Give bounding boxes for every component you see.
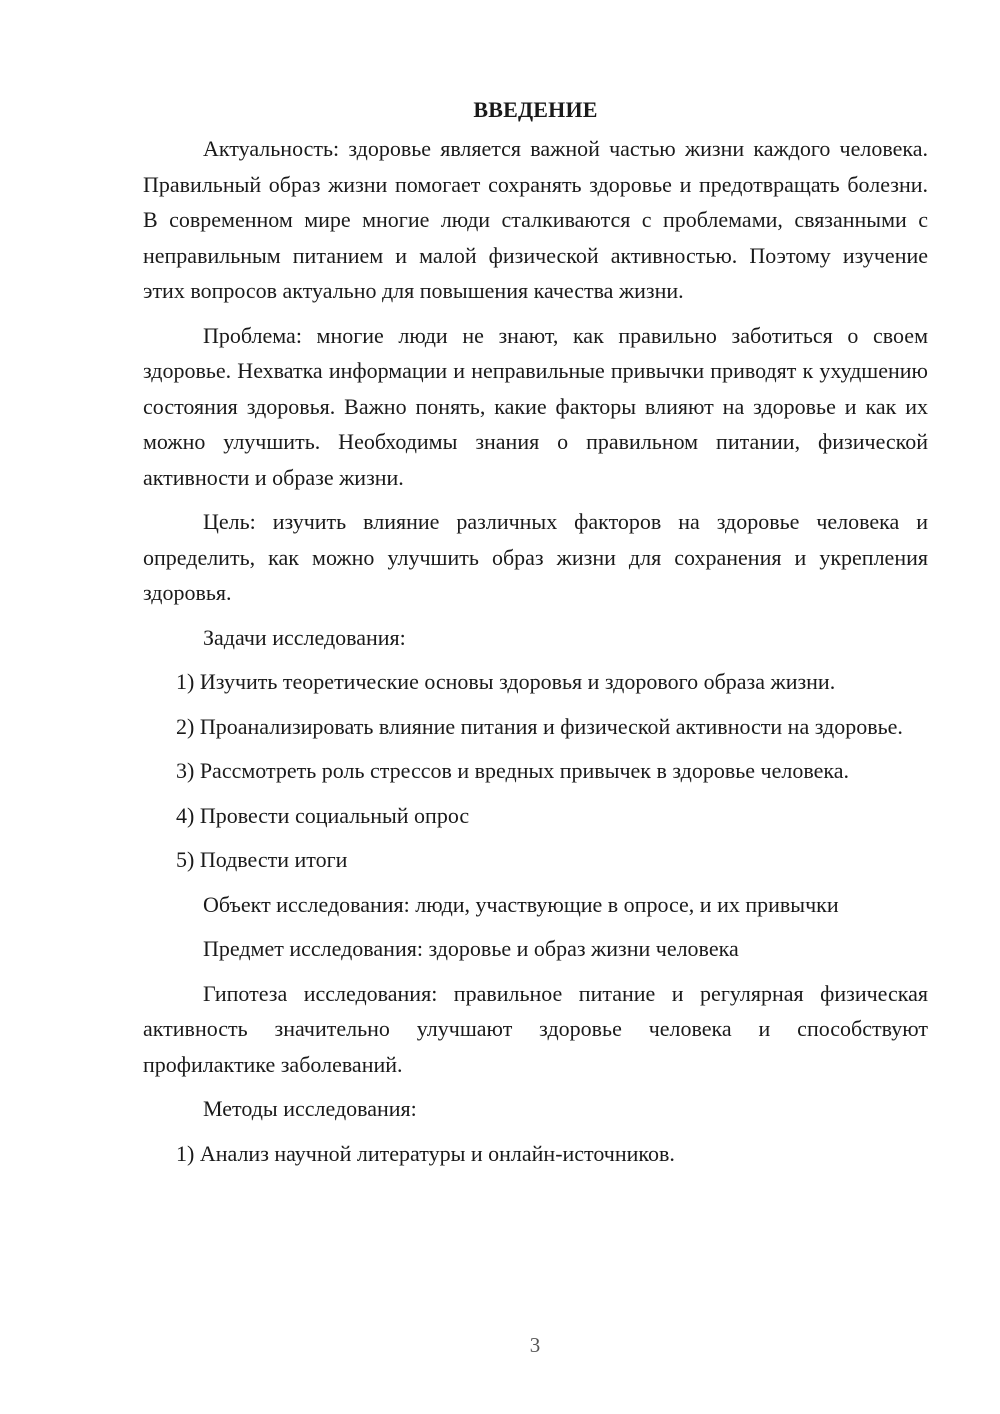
methods-heading: Методы исследования: — [203, 1096, 417, 1121]
object-paragraph: Объект исследования: люди, участвующие в опросе, и их привычки — [203, 891, 839, 917]
task-item-1: 1) Изучить теоретические основы здоровья и здорового образа жизни. — [176, 669, 836, 694]
task-item-4: 4) Провести социальный опрос — [176, 802, 470, 828]
goal-paragraph: Цель: изучить влияние различных факторов на здоровье человека и определить, как можно улучшить образ жизни для сохранения и укрепления здоровья. — [143, 509, 928, 605]
task-item-3: 3) Рассмотреть роль стрессов и вредных привычек в здоровье человека. — [176, 758, 850, 783]
hypothesis-paragraph: Гипотеза исследования: правильное питание и регулярная физическая активность значительно улучшают здоровье человека и способствуют профилактике заболеваний. — [143, 980, 928, 1077]
problem-paragraph: Проблема: многие люди не знают, как правильно заботиться о своем здоровье. Нехватка информации и неправильные привычки приводят к ухудшению состояния здоровья. Важно понять, какие факторы влияют на здоровье и как их можно улучшить. Необходимы знания о правильном питании, физической активности и образе жизни. — [143, 322, 928, 490]
page-content — [143, 92, 928, 1171]
task-item-5: 5) Подвести итоги — [176, 847, 348, 872]
task-item-2: 2) Проанализировать влияние питания и физической активности на здоровье. — [176, 713, 903, 739]
tasks-heading: Задачи исследования: — [203, 624, 406, 650]
subject-paragraph: Предмет исследования: здоровье и образ жизни человека — [203, 936, 739, 961]
method-item-1: 1) Анализ научной литературы и онлайн-источников. — [176, 1140, 675, 1166]
page-number: 3 — [529, 1333, 541, 1357]
relevance-paragraph: Актуальность: здоровье является важной частью жизни каждого человека. Правильный образ жизни помогает сохранять здоровье и предотвращать болезни. В современном мире многие люди сталкиваются с проблемами, связанными с неправильным питанием и малой физической активностью. Поэтому изучение этих вопросов актуально для повышения качества жизни. — [143, 136, 928, 303]
section-title: ВВЕДЕНИЕ — [473, 97, 598, 122]
